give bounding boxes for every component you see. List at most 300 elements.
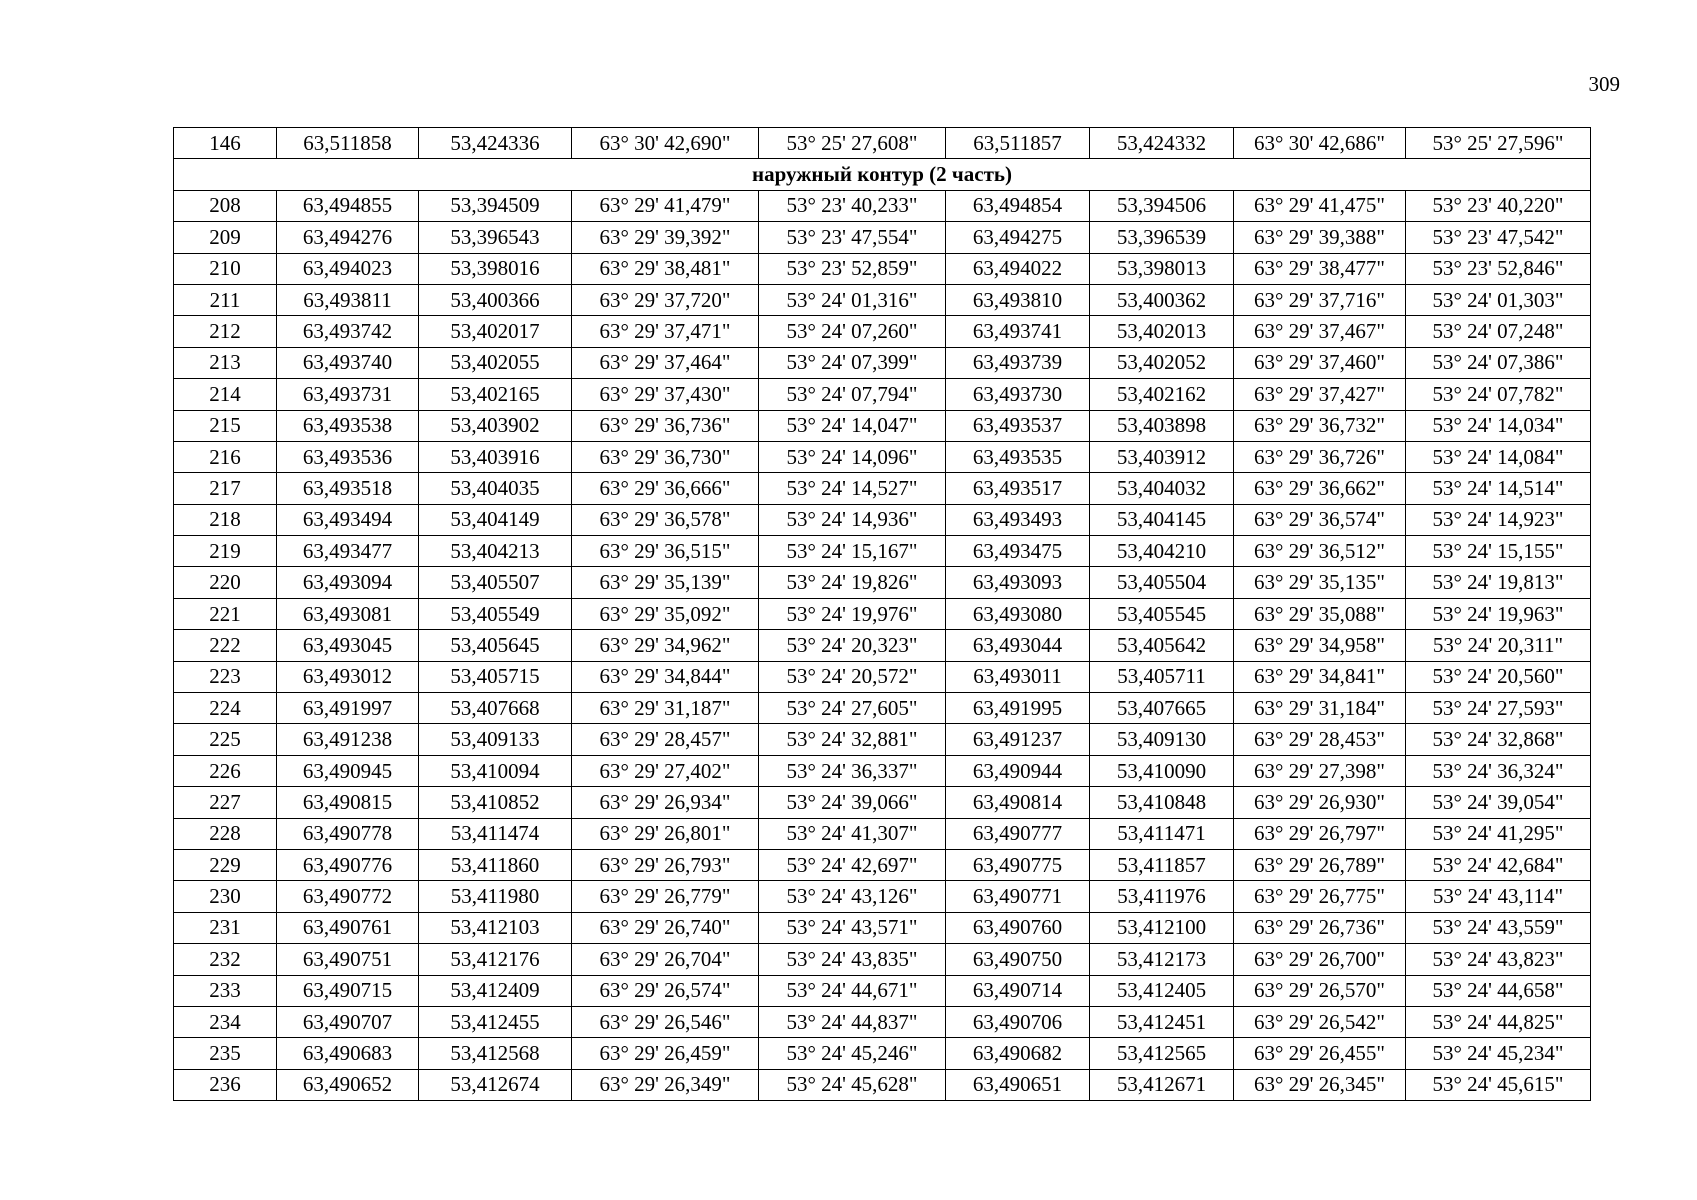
longitude-dms-cell: 53° 24' 14,034": [1406, 410, 1591, 441]
latitude-dms-cell: 63° 29' 26,793": [572, 849, 759, 880]
latitude-dms-cell: 63° 29' 37,467": [1234, 316, 1406, 347]
longitude-decimal-cell: 53,410090: [1090, 755, 1234, 786]
table-row: [174, 410, 1591, 441]
point-number-cell: 218: [174, 504, 277, 535]
point-number-cell: 209: [174, 222, 277, 253]
longitude-decimal-cell: 53,405507: [419, 567, 572, 598]
longitude-decimal-cell: 53,405645: [419, 630, 572, 661]
point-number-cell: 235: [174, 1038, 277, 1069]
latitude-dms-cell: 63° 29' 37,464": [572, 347, 759, 378]
longitude-dms-cell: 53° 24' 43,114": [1406, 881, 1591, 912]
longitude-dms-cell: 53° 24' 44,658": [1406, 975, 1591, 1006]
longitude-decimal-cell: 53,407668: [419, 693, 572, 724]
longitude-decimal-cell: 53,411474: [419, 818, 572, 849]
point-number-cell: 214: [174, 379, 277, 410]
longitude-dms-cell: 53° 25' 27,596": [1406, 128, 1591, 159]
longitude-dms-cell: 53° 24' 14,096": [759, 441, 946, 472]
latitude-decimal-cell: 63,490683: [277, 1038, 419, 1069]
latitude-decimal-cell: 63,490715: [277, 975, 419, 1006]
latitude-decimal-cell: 63,493742: [277, 316, 419, 347]
longitude-dms-cell: 53° 24' 07,794": [759, 379, 946, 410]
table-row: [174, 693, 1591, 724]
point-number-cell: 228: [174, 818, 277, 849]
latitude-dms-cell: 63° 29' 31,187": [572, 693, 759, 724]
table-row: [174, 504, 1591, 535]
table-row: [174, 1038, 1591, 1069]
longitude-dms-cell: 53° 24' 19,826": [759, 567, 946, 598]
point-number-cell: 226: [174, 755, 277, 786]
table-body: [174, 128, 1591, 1101]
latitude-dms-cell: 63° 29' 26,546": [572, 1006, 759, 1037]
latitude-dms-cell: 63° 29' 36,730": [572, 441, 759, 472]
longitude-decimal-cell: 53,412674: [419, 1069, 572, 1100]
longitude-decimal-cell: 53,412671: [1090, 1069, 1234, 1100]
table-row: [174, 787, 1591, 818]
longitude-dms-cell: 53° 24' 42,697": [759, 849, 946, 880]
longitude-dms-cell: 53° 24' 27,593": [1406, 693, 1591, 724]
longitude-dms-cell: 53° 24' 36,337": [759, 755, 946, 786]
latitude-decimal-cell: 63,494854: [946, 190, 1090, 221]
longitude-decimal-cell: 53,403902: [419, 410, 572, 441]
longitude-decimal-cell: 53,410848: [1090, 787, 1234, 818]
longitude-dms-cell: 53° 24' 45,615": [1406, 1069, 1591, 1100]
latitude-decimal-cell: 63,493810: [946, 284, 1090, 315]
latitude-decimal-cell: 63,493094: [277, 567, 419, 598]
longitude-decimal-cell: 53,404035: [419, 473, 572, 504]
longitude-dms-cell: 53° 24' 45,234": [1406, 1038, 1591, 1069]
longitude-dms-cell: 53° 24' 41,307": [759, 818, 946, 849]
point-number-cell: 227: [174, 787, 277, 818]
longitude-dms-cell: 53° 24' 45,246": [759, 1038, 946, 1069]
latitude-dms-cell: 63° 29' 36,666": [572, 473, 759, 504]
latitude-dms-cell: 63° 29' 34,962": [572, 630, 759, 661]
latitude-dms-cell: 63° 29' 26,345": [1234, 1069, 1406, 1100]
longitude-decimal-cell: 53,396539: [1090, 222, 1234, 253]
longitude-dms-cell: 53° 24' 36,324": [1406, 755, 1591, 786]
longitude-dms-cell: 53° 24' 43,126": [759, 881, 946, 912]
latitude-decimal-cell: 63,494855: [277, 190, 419, 221]
longitude-dms-cell: 53° 24' 44,825": [1406, 1006, 1591, 1037]
longitude-dms-cell: 53° 24' 01,316": [759, 284, 946, 315]
longitude-decimal-cell: 53,412565: [1090, 1038, 1234, 1069]
longitude-decimal-cell: 53,402052: [1090, 347, 1234, 378]
section-header-row: [174, 159, 1591, 190]
latitude-dms-cell: 63° 29' 26,775": [1234, 881, 1406, 912]
longitude-dms-cell: 53° 25' 27,608": [759, 128, 946, 159]
longitude-dms-cell: 53° 24' 42,684": [1406, 849, 1591, 880]
table-row: [174, 190, 1591, 221]
table-row: [174, 222, 1591, 253]
longitude-decimal-cell: 53,410852: [419, 787, 572, 818]
latitude-dms-cell: 63° 29' 36,662": [1234, 473, 1406, 504]
coordinates-table: [173, 127, 1591, 1101]
latitude-decimal-cell: 63,490777: [946, 818, 1090, 849]
latitude-dms-cell: 63° 29' 26,704": [572, 944, 759, 975]
latitude-dms-cell: 63° 29' 26,459": [572, 1038, 759, 1069]
point-number-cell: 236: [174, 1069, 277, 1100]
longitude-decimal-cell: 53,402055: [419, 347, 572, 378]
longitude-dms-cell: 53° 24' 27,605": [759, 693, 946, 724]
longitude-decimal-cell: 53,405711: [1090, 661, 1234, 692]
latitude-decimal-cell: 63,490771: [946, 881, 1090, 912]
point-number-cell: 146: [174, 128, 277, 159]
longitude-decimal-cell: 53,411857: [1090, 849, 1234, 880]
latitude-decimal-cell: 63,493741: [946, 316, 1090, 347]
point-number-cell: 224: [174, 693, 277, 724]
longitude-decimal-cell: 53,400366: [419, 284, 572, 315]
point-number-cell: 232: [174, 944, 277, 975]
longitude-decimal-cell: 53,411980: [419, 881, 572, 912]
latitude-decimal-cell: 63,490707: [277, 1006, 419, 1037]
point-number-cell: 234: [174, 1006, 277, 1037]
point-number-cell: 217: [174, 473, 277, 504]
longitude-decimal-cell: 53,404145: [1090, 504, 1234, 535]
point-number-cell: 231: [174, 912, 277, 943]
longitude-decimal-cell: 53,412455: [419, 1006, 572, 1037]
latitude-decimal-cell: 63,490706: [946, 1006, 1090, 1037]
latitude-decimal-cell: 63,490945: [277, 755, 419, 786]
latitude-dms-cell: 63° 29' 28,453": [1234, 724, 1406, 755]
latitude-decimal-cell: 63,490944: [946, 755, 1090, 786]
longitude-dms-cell: 53° 24' 44,837": [759, 1006, 946, 1037]
latitude-dms-cell: 63° 29' 26,801": [572, 818, 759, 849]
longitude-dms-cell: 53° 24' 41,295": [1406, 818, 1591, 849]
latitude-decimal-cell: 63,493080: [946, 598, 1090, 629]
longitude-decimal-cell: 53,402162: [1090, 379, 1234, 410]
latitude-dms-cell: 63° 29' 26,930": [1234, 787, 1406, 818]
latitude-decimal-cell: 63,490814: [946, 787, 1090, 818]
longitude-decimal-cell: 53,405549: [419, 598, 572, 629]
table-row: [174, 661, 1591, 692]
point-number-cell: 213: [174, 347, 277, 378]
longitude-dms-cell: 53° 24' 44,671": [759, 975, 946, 1006]
table-row: [174, 1069, 1591, 1100]
latitude-decimal-cell: 63,493740: [277, 347, 419, 378]
longitude-decimal-cell: 53,405642: [1090, 630, 1234, 661]
latitude-decimal-cell: 63,493012: [277, 661, 419, 692]
longitude-decimal-cell: 53,404210: [1090, 536, 1234, 567]
latitude-dms-cell: 63° 29' 27,398": [1234, 755, 1406, 786]
latitude-decimal-cell: 63,493045: [277, 630, 419, 661]
longitude-decimal-cell: 53,412176: [419, 944, 572, 975]
latitude-dms-cell: 63° 29' 41,475": [1234, 190, 1406, 221]
longitude-dms-cell: 53° 24' 19,976": [759, 598, 946, 629]
longitude-dms-cell: 53° 23' 52,846": [1406, 253, 1591, 284]
longitude-decimal-cell: 53,404149: [419, 504, 572, 535]
latitude-decimal-cell: 63,490682: [946, 1038, 1090, 1069]
point-number-cell: 221: [174, 598, 277, 629]
point-number-cell: 220: [174, 567, 277, 598]
page-number: 309: [1588, 72, 1620, 96]
longitude-decimal-cell: 53,412405: [1090, 975, 1234, 1006]
point-number-cell: 219: [174, 536, 277, 567]
table-row: [174, 724, 1591, 755]
table-row: [174, 473, 1591, 504]
longitude-dms-cell: 53° 23' 47,554": [759, 222, 946, 253]
longitude-decimal-cell: 53,404213: [419, 536, 572, 567]
longitude-decimal-cell: 53,411471: [1090, 818, 1234, 849]
latitude-decimal-cell: 63,493081: [277, 598, 419, 629]
latitude-dms-cell: 63° 29' 26,570": [1234, 975, 1406, 1006]
latitude-decimal-cell: 63,490714: [946, 975, 1090, 1006]
longitude-decimal-cell: 53,404032: [1090, 473, 1234, 504]
longitude-dms-cell: 53° 24' 19,963": [1406, 598, 1591, 629]
table-row: [174, 128, 1591, 159]
latitude-dms-cell: 63° 29' 37,427": [1234, 379, 1406, 410]
latitude-decimal-cell: 63,493537: [946, 410, 1090, 441]
latitude-dms-cell: 63° 29' 34,841": [1234, 661, 1406, 692]
latitude-decimal-cell: 63,493517: [946, 473, 1090, 504]
latitude-dms-cell: 63° 29' 26,736": [1234, 912, 1406, 943]
longitude-dms-cell: 53° 24' 07,399": [759, 347, 946, 378]
longitude-decimal-cell: 53,409130: [1090, 724, 1234, 755]
latitude-decimal-cell: 63,493477: [277, 536, 419, 567]
longitude-decimal-cell: 53,394506: [1090, 190, 1234, 221]
table-row: [174, 818, 1591, 849]
longitude-dms-cell: 53° 23' 40,233": [759, 190, 946, 221]
latitude-decimal-cell: 63,493535: [946, 441, 1090, 472]
longitude-decimal-cell: 53,403898: [1090, 410, 1234, 441]
latitude-decimal-cell: 63,493811: [277, 284, 419, 315]
latitude-dms-cell: 63° 29' 35,092": [572, 598, 759, 629]
latitude-dms-cell: 63° 29' 26,455": [1234, 1038, 1406, 1069]
latitude-dms-cell: 63° 29' 34,958": [1234, 630, 1406, 661]
longitude-dms-cell: 53° 24' 20,323": [759, 630, 946, 661]
latitude-dms-cell: 63° 29' 37,716": [1234, 284, 1406, 315]
latitude-dms-cell: 63° 29' 26,789": [1234, 849, 1406, 880]
latitude-dms-cell: 63° 29' 36,736": [572, 410, 759, 441]
latitude-decimal-cell: 63,493538: [277, 410, 419, 441]
table-row: [174, 598, 1591, 629]
latitude-decimal-cell: 63,491237: [946, 724, 1090, 755]
point-number-cell: 229: [174, 849, 277, 880]
point-number-cell: 222: [174, 630, 277, 661]
latitude-dms-cell: 63° 29' 41,479": [572, 190, 759, 221]
table-row: [174, 536, 1591, 567]
latitude-decimal-cell: 63,490750: [946, 944, 1090, 975]
latitude-decimal-cell: 63,491997: [277, 693, 419, 724]
longitude-dms-cell: 53° 24' 07,248": [1406, 316, 1591, 347]
latitude-decimal-cell: 63,490772: [277, 881, 419, 912]
longitude-dms-cell: 53° 24' 45,628": [759, 1069, 946, 1100]
latitude-dms-cell: 63° 29' 37,720": [572, 284, 759, 315]
point-number-cell: 233: [174, 975, 277, 1006]
latitude-decimal-cell: 63,494275: [946, 222, 1090, 253]
longitude-decimal-cell: 53,407665: [1090, 693, 1234, 724]
latitude-dms-cell: 63° 30' 42,690": [572, 128, 759, 159]
longitude-decimal-cell: 53,409133: [419, 724, 572, 755]
latitude-decimal-cell: 63,493518: [277, 473, 419, 504]
longitude-dms-cell: 53° 24' 43,835": [759, 944, 946, 975]
latitude-dms-cell: 63° 29' 27,402": [572, 755, 759, 786]
longitude-decimal-cell: 53,412409: [419, 975, 572, 1006]
point-number-cell: 225: [174, 724, 277, 755]
latitude-dms-cell: 63° 29' 35,088": [1234, 598, 1406, 629]
table-row: [174, 253, 1591, 284]
longitude-dms-cell: 53° 23' 47,542": [1406, 222, 1591, 253]
point-number-cell: 216: [174, 441, 277, 472]
longitude-dms-cell: 53° 24' 07,782": [1406, 379, 1591, 410]
longitude-decimal-cell: 53,412451: [1090, 1006, 1234, 1037]
latitude-dms-cell: 63° 29' 37,430": [572, 379, 759, 410]
longitude-dms-cell: 53° 24' 14,514": [1406, 473, 1591, 504]
longitude-decimal-cell: 53,412100: [1090, 912, 1234, 943]
longitude-decimal-cell: 53,411860: [419, 849, 572, 880]
latitude-dms-cell: 63° 29' 36,726": [1234, 441, 1406, 472]
latitude-dms-cell: 63° 29' 38,477": [1234, 253, 1406, 284]
point-number-cell: 215: [174, 410, 277, 441]
latitude-decimal-cell: 63,490760: [946, 912, 1090, 943]
longitude-decimal-cell: 53,403912: [1090, 441, 1234, 472]
section-title: наружный контур (2 часть): [174, 159, 1591, 190]
latitude-dms-cell: 63° 29' 37,471": [572, 316, 759, 347]
latitude-dms-cell: 63° 29' 36,515": [572, 536, 759, 567]
longitude-decimal-cell: 53,412173: [1090, 944, 1234, 975]
longitude-dms-cell: 53° 24' 32,881": [759, 724, 946, 755]
longitude-dms-cell: 53° 24' 15,167": [759, 536, 946, 567]
longitude-dms-cell: 53° 24' 07,260": [759, 316, 946, 347]
latitude-decimal-cell: 63,490778: [277, 818, 419, 849]
longitude-decimal-cell: 53,402017: [419, 316, 572, 347]
longitude-decimal-cell: 53,424336: [419, 128, 572, 159]
latitude-decimal-cell: 63,490815: [277, 787, 419, 818]
longitude-dms-cell: 53° 24' 07,386": [1406, 347, 1591, 378]
latitude-decimal-cell: 63,493093: [946, 567, 1090, 598]
latitude-dms-cell: 63° 29' 26,700": [1234, 944, 1406, 975]
longitude-dms-cell: 53° 24' 14,047": [759, 410, 946, 441]
latitude-dms-cell: 63° 30' 42,686": [1234, 128, 1406, 159]
latitude-decimal-cell: 63,490761: [277, 912, 419, 943]
longitude-dms-cell: 53° 24' 14,084": [1406, 441, 1591, 472]
longitude-dms-cell: 53° 24' 15,155": [1406, 536, 1591, 567]
table-row: [174, 912, 1591, 943]
table-row: [174, 316, 1591, 347]
latitude-decimal-cell: 63,490775: [946, 849, 1090, 880]
longitude-decimal-cell: 53,412103: [419, 912, 572, 943]
longitude-decimal-cell: 53,405545: [1090, 598, 1234, 629]
longitude-decimal-cell: 53,405504: [1090, 567, 1234, 598]
longitude-decimal-cell: 53,412568: [419, 1038, 572, 1069]
latitude-dms-cell: 63° 29' 34,844": [572, 661, 759, 692]
latitude-dms-cell: 63° 29' 26,934": [572, 787, 759, 818]
table-row: [174, 944, 1591, 975]
table-row: [174, 347, 1591, 378]
latitude-decimal-cell: 63,494022: [946, 253, 1090, 284]
latitude-dms-cell: 63° 29' 39,388": [1234, 222, 1406, 253]
latitude-dms-cell: 63° 29' 26,740": [572, 912, 759, 943]
point-number-cell: 211: [174, 284, 277, 315]
latitude-dms-cell: 63° 29' 36,512": [1234, 536, 1406, 567]
longitude-dms-cell: 53° 24' 01,303": [1406, 284, 1591, 315]
latitude-decimal-cell: 63,491995: [946, 693, 1090, 724]
latitude-dms-cell: 63° 29' 31,184": [1234, 693, 1406, 724]
latitude-dms-cell: 63° 29' 26,349": [572, 1069, 759, 1100]
longitude-decimal-cell: 53,403916: [419, 441, 572, 472]
latitude-decimal-cell: 63,511857: [946, 128, 1090, 159]
table-row: [174, 881, 1591, 912]
longitude-dms-cell: 53° 24' 20,560": [1406, 661, 1591, 692]
longitude-dms-cell: 53° 24' 20,572": [759, 661, 946, 692]
latitude-dms-cell: 63° 29' 36,578": [572, 504, 759, 535]
latitude-decimal-cell: 63,490776: [277, 849, 419, 880]
longitude-dms-cell: 53° 24' 43,823": [1406, 944, 1591, 975]
table-row: [174, 379, 1591, 410]
point-number-cell: 210: [174, 253, 277, 284]
latitude-dms-cell: 63° 29' 39,392": [572, 222, 759, 253]
table-row: [174, 567, 1591, 598]
table-row: [174, 975, 1591, 1006]
longitude-dms-cell: 53° 24' 20,311": [1406, 630, 1591, 661]
longitude-dms-cell: 53° 23' 52,859": [759, 253, 946, 284]
latitude-decimal-cell: 63,494276: [277, 222, 419, 253]
latitude-decimal-cell: 63,491238: [277, 724, 419, 755]
longitude-dms-cell: 53° 24' 32,868": [1406, 724, 1591, 755]
longitude-decimal-cell: 53,394509: [419, 190, 572, 221]
longitude-decimal-cell: 53,405715: [419, 661, 572, 692]
latitude-decimal-cell: 63,490651: [946, 1069, 1090, 1100]
longitude-decimal-cell: 53,402013: [1090, 316, 1234, 347]
table-row: [174, 1006, 1591, 1037]
latitude-dms-cell: 63° 29' 38,481": [572, 253, 759, 284]
table-row: [174, 849, 1591, 880]
latitude-dms-cell: 63° 29' 37,460": [1234, 347, 1406, 378]
longitude-dms-cell: 53° 24' 39,066": [759, 787, 946, 818]
longitude-decimal-cell: 53,410094: [419, 755, 572, 786]
point-number-cell: 230: [174, 881, 277, 912]
latitude-decimal-cell: 63,493494: [277, 504, 419, 535]
table-row: [174, 755, 1591, 786]
longitude-dms-cell: 53° 23' 40,220": [1406, 190, 1591, 221]
latitude-decimal-cell: 63,493730: [946, 379, 1090, 410]
latitude-decimal-cell: 63,490652: [277, 1069, 419, 1100]
latitude-decimal-cell: 63,493536: [277, 441, 419, 472]
latitude-dms-cell: 63° 29' 26,574": [572, 975, 759, 1006]
table-row: [174, 441, 1591, 472]
latitude-decimal-cell: 63,493475: [946, 536, 1090, 567]
latitude-dms-cell: 63° 29' 26,542": [1234, 1006, 1406, 1037]
longitude-dms-cell: 53° 24' 43,559": [1406, 912, 1591, 943]
longitude-dms-cell: 53° 24' 43,571": [759, 912, 946, 943]
table-row: [174, 284, 1591, 315]
latitude-decimal-cell: 63,493044: [946, 630, 1090, 661]
latitude-dms-cell: 63° 29' 35,135": [1234, 567, 1406, 598]
point-number-cell: 223: [174, 661, 277, 692]
longitude-dms-cell: 53° 24' 14,923": [1406, 504, 1591, 535]
latitude-decimal-cell: 63,493493: [946, 504, 1090, 535]
latitude-dms-cell: 63° 29' 26,797": [1234, 818, 1406, 849]
latitude-dms-cell: 63° 29' 36,574": [1234, 504, 1406, 535]
longitude-decimal-cell: 53,402165: [419, 379, 572, 410]
longitude-dms-cell: 53° 24' 39,054": [1406, 787, 1591, 818]
longitude-decimal-cell: 53,424332: [1090, 128, 1234, 159]
longitude-dms-cell: 53° 24' 19,813": [1406, 567, 1591, 598]
latitude-dms-cell: 63° 29' 35,139": [572, 567, 759, 598]
longitude-decimal-cell: 53,396543: [419, 222, 572, 253]
latitude-decimal-cell: 63,490751: [277, 944, 419, 975]
latitude-decimal-cell: 63,493731: [277, 379, 419, 410]
longitude-decimal-cell: 53,398013: [1090, 253, 1234, 284]
longitude-decimal-cell: 53,411976: [1090, 881, 1234, 912]
point-number-cell: 208: [174, 190, 277, 221]
latitude-decimal-cell: 63,494023: [277, 253, 419, 284]
table-row: [174, 630, 1591, 661]
longitude-decimal-cell: 53,398016: [419, 253, 572, 284]
point-number-cell: 212: [174, 316, 277, 347]
longitude-dms-cell: 53° 24' 14,936": [759, 504, 946, 535]
latitude-dms-cell: 63° 29' 26,779": [572, 881, 759, 912]
latitude-decimal-cell: 63,493739: [946, 347, 1090, 378]
latitude-dms-cell: 63° 29' 28,457": [572, 724, 759, 755]
